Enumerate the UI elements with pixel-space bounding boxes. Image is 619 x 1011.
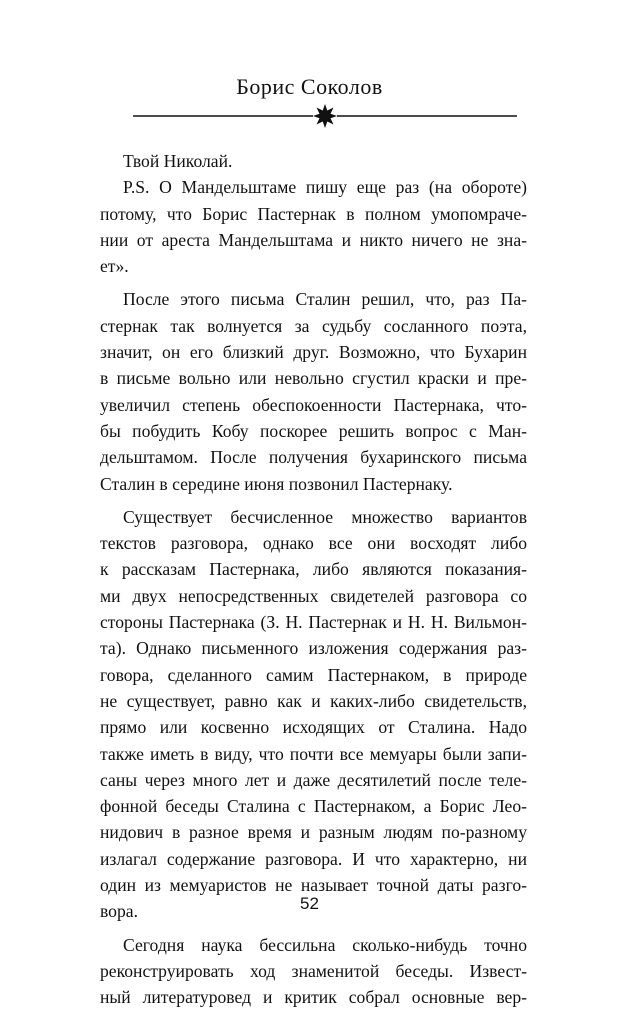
text-line: дельштамом. После получения бухаринского письма xyxy=(100,447,527,468)
text-line: значит, он его близкий друг. Возможно, что Бухарин xyxy=(100,342,527,363)
text-line: излагал содержание разговора. И что характерно, ни xyxy=(100,848,527,869)
text-line: Сегодня наука бессильна сколько-нибудь точно xyxy=(123,934,527,955)
text-line: ми двух непосредственных свидетелей разговора со xyxy=(100,585,527,606)
text-line: бы побудить Кобу поскорее решить вопрос с Ман- xyxy=(100,420,527,441)
text-line: реконструировать ход знаменитой беседы. Извест- xyxy=(100,960,527,981)
running-title: Борис Соколов xyxy=(236,74,383,99)
text-line: прямо или косвенно исходящих от Сталина. Надо xyxy=(100,717,527,738)
text-line: говора, сделанного самим Пастернаком, в природе xyxy=(100,664,527,685)
text-line: нии от ареста Мандельштама и никто ничего не зна- xyxy=(100,229,527,250)
text-line: ет». xyxy=(100,256,129,277)
text-line: Твой Николай. xyxy=(123,151,233,171)
text-line: стороны Пастернака (З. Н. Пастернак и Н. Н. Вильмон- xyxy=(100,612,527,633)
text-line: P.S. О Мандельштаме пишу еще раз (на обороте) xyxy=(123,177,527,198)
text-line: нидович в разное время и разным людям по-разному xyxy=(100,822,527,843)
text-line: не существует, равно как и каких-либо свидетельств, xyxy=(100,690,527,711)
text-line: После этого письма Сталин решил, что, раз Па- xyxy=(123,289,527,310)
text-line: стернак так волнуется за судьбу сосланного поэта, xyxy=(100,315,527,336)
text-line: увеличил степень обеспокоенности Пастернака, что- xyxy=(100,394,527,415)
text-line: Сталин в середине июня позвонил Пастернаку. xyxy=(100,473,453,494)
text-line: ный литературовед и критик собрал основные вер- xyxy=(100,987,527,1008)
text-line: текстов разговора, однако все они восходят либо xyxy=(100,533,527,554)
text-line: потому, что Борис Пастернак в полном умопомраче- xyxy=(100,203,527,224)
text-line: саны через много лет и даже десятилетий после теле- xyxy=(100,769,527,790)
text-line: к рассказам Пастернака, либо являются показания- xyxy=(100,559,527,580)
text-line: вора. xyxy=(100,901,138,922)
text-line: в письме вольно или невольно сгустил краски и пре- xyxy=(100,368,527,389)
text-line: фонной беседы Сталина с Пастернаком, а Борис Лео- xyxy=(100,796,527,817)
text-line: та). Однако письменного изложения содержания раз- xyxy=(100,638,527,659)
text-line: также иметь в виду, что почти все мемуары были запи- xyxy=(100,743,527,764)
text-line: Существует бесчисленное множество вариантов xyxy=(123,506,527,527)
page-number: 52 xyxy=(300,894,319,913)
text-line: один из мемуаристов не называет точной даты разго- xyxy=(100,875,527,896)
header-ornament xyxy=(133,104,517,128)
star-ornament-icon xyxy=(313,104,337,128)
main-text xyxy=(100,148,527,1011)
